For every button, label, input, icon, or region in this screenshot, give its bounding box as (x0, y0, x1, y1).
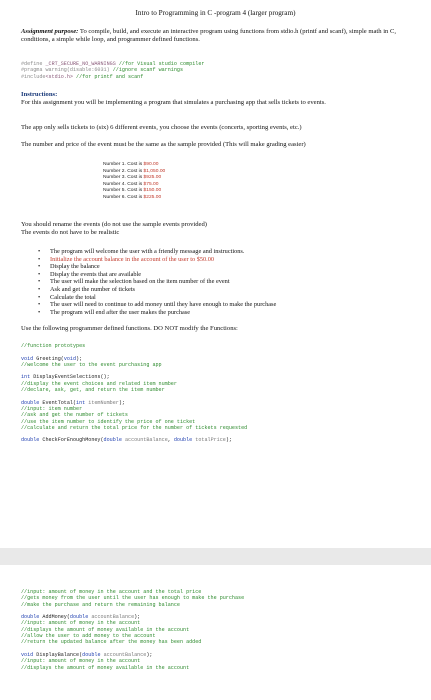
code-token: DisplayBalance( (36, 651, 83, 658)
event-item (103, 175, 165, 182)
event-cost: $150.00 (143, 188, 162, 194)
event-cost: $75.00 (143, 181, 159, 187)
event-cost: $90.00 (143, 162, 159, 167)
code-token: //input: amount of money in the account (21, 658, 141, 665)
event-item (103, 162, 165, 169)
code-line (21, 665, 244, 671)
event-label: Number 6. Cost is (103, 194, 144, 200)
code-token: //make the purchase and return the remaining balance (21, 601, 180, 608)
code-token: //display the event choices and related item number (21, 380, 177, 387)
code-token: double (21, 399, 43, 406)
requirement-item: • Initialize the account balance in the account of the user to $50.00 (38, 256, 408, 264)
header-code-block (21, 61, 204, 80)
event-label: Number 1. Cost is (103, 162, 144, 167)
code-token: //declare, ask, get, and return the item number (21, 387, 165, 394)
code-token: void (21, 355, 37, 362)
code-token: accountBalance (91, 614, 135, 621)
code-token: double (173, 437, 196, 444)
code-token: double (103, 437, 125, 444)
document-title: Intro to Programming in C -program 4 (larger program) (135, 9, 296, 17)
code-token: //welcome the user to the event purchasing app (21, 361, 162, 368)
code-token: //function prototypes (21, 343, 86, 349)
assignment-purpose (21, 28, 413, 45)
code-token: int (21, 374, 34, 381)
code-token: DisplayEventSelections(); (33, 374, 110, 381)
requirement-item: • Display the balance (38, 263, 408, 271)
code-token: //gets money from the user until the user has enough to make the purchase (21, 595, 245, 602)
code-token: warning(disable:6031) (45, 67, 113, 74)
code-token: Greeting( (36, 355, 64, 362)
code-line (21, 425, 247, 431)
code-token: , (167, 437, 174, 444)
code-line (21, 437, 247, 443)
code-token: #include (21, 73, 46, 80)
code-token: //ask and get the number of tickets (21, 412, 128, 419)
code-token: //for printf and scanf (76, 73, 144, 80)
instructions-paragraph-2: The app only sells tickets to (six) 6 different events, you choose the events (concerts, sporting events, etc.) (21, 124, 302, 131)
code-token: accountBalance (103, 651, 147, 658)
code-token: ); (225, 437, 232, 444)
code-token: ); (134, 614, 141, 621)
function-prototypes-code (21, 343, 247, 444)
header-code-line (21, 74, 204, 80)
event-cost: $1,050.00 (143, 168, 166, 174)
code-token: void (63, 355, 77, 362)
code-token: #define (21, 61, 46, 67)
code-token: ); (76, 355, 83, 362)
code-token: //input: amount of money in the account and the total price (21, 589, 202, 595)
document-page-2 (0, 565, 431, 700)
code-token: itemNumber (88, 399, 119, 406)
code-token: //calculate and return the total price for the number of tickets requested (21, 424, 248, 431)
use-functions-note: Use the following programmer defined functions. DO NOT modify the Functions: (21, 325, 238, 332)
event-item (103, 195, 165, 202)
code-token: ); (146, 651, 153, 658)
event-label: Number 4. Cost is (103, 181, 144, 187)
requirement-item: • The user will make the selection based on the item number of the event (38, 278, 408, 286)
code-token: double (82, 651, 104, 658)
code-token: AddMoney( (42, 614, 70, 621)
code-token: //for Visual studio compiler (118, 61, 205, 67)
code-token: void (21, 651, 37, 658)
event-cost: $225.00 (143, 194, 162, 200)
event-label: Number 2. Cost is (103, 168, 144, 174)
code-token: accountBalance (124, 437, 168, 444)
event-label: Number 5. Cost is (103, 188, 144, 194)
requirement-item: • Ask and get the number of tickets (38, 286, 408, 294)
function-prototypes-code-continued (21, 589, 244, 671)
code-token: ); (118, 399, 125, 406)
assignment-purpose-text: To compile, build, and execute an interactive program using functions from stdio.h (printf and scanf), simple math in C, conditions, a simple while loop, and programmer defined functions. (21, 28, 397, 44)
event-item (103, 188, 165, 195)
code-token: //input: amount of money in the account (21, 620, 141, 627)
instructions-paragraph-1: For this assignment you will be implementing a program that simulates a purchasing app that sells tickets to events. (21, 99, 326, 106)
code-token: CheckForEnoughMoney( (42, 437, 104, 444)
code-token: //ignore scanf warnings (112, 67, 184, 74)
code-token: double (21, 437, 43, 444)
code-token: //return the updated balance after the money has been added (21, 639, 202, 646)
assignment-purpose-label: Assignment purpose: (21, 28, 79, 35)
requirement-item: • Calculate the total (38, 294, 408, 302)
code-token: EventTotal( (42, 399, 77, 406)
code-token: #pragma (21, 67, 46, 74)
event-label: Number 3. Cost is (103, 175, 144, 181)
code-token: //displays the amount of money available in the account (21, 664, 190, 671)
instructions-heading: Instructions: (21, 91, 58, 98)
code-token: //input: item number (21, 405, 83, 412)
code-token: //displays the amount of money available in the account (21, 626, 190, 633)
rename-note-1: You should rename the events (do not use the sample events provided) (21, 221, 207, 228)
code-token: <stdio.h> (45, 73, 77, 80)
event-cost: $925.00 (143, 175, 162, 181)
rename-note-2: The events do not have to be realistic (21, 229, 120, 236)
code-token: totalPrice (195, 437, 226, 444)
code-token: //use the item number to identify the price of one ticket (21, 418, 196, 425)
code-token: double (21, 614, 43, 621)
instructions-paragraph-3: The number and price of the event must be the same as the sample provided (This will make grading easier) (21, 141, 306, 148)
requirement-item: • The program will welcome the user with a friendly message and instructions. (38, 248, 408, 256)
requirements-list (38, 248, 408, 316)
requirement-item: • Display the events that are available (38, 271, 408, 279)
sample-events-list (103, 162, 165, 202)
code-token: //allow the user to add money to the account (21, 633, 156, 640)
code-token: double (69, 614, 92, 621)
requirement-item: • The user will need to continue to add money until they have enough to make the purchase (38, 301, 408, 309)
requirement-item: • The program will end after the user makes the purchase (38, 309, 408, 317)
code-token: _CRT_SECURE_NO_WARNINGS (45, 61, 119, 67)
code-token: int (76, 399, 89, 406)
